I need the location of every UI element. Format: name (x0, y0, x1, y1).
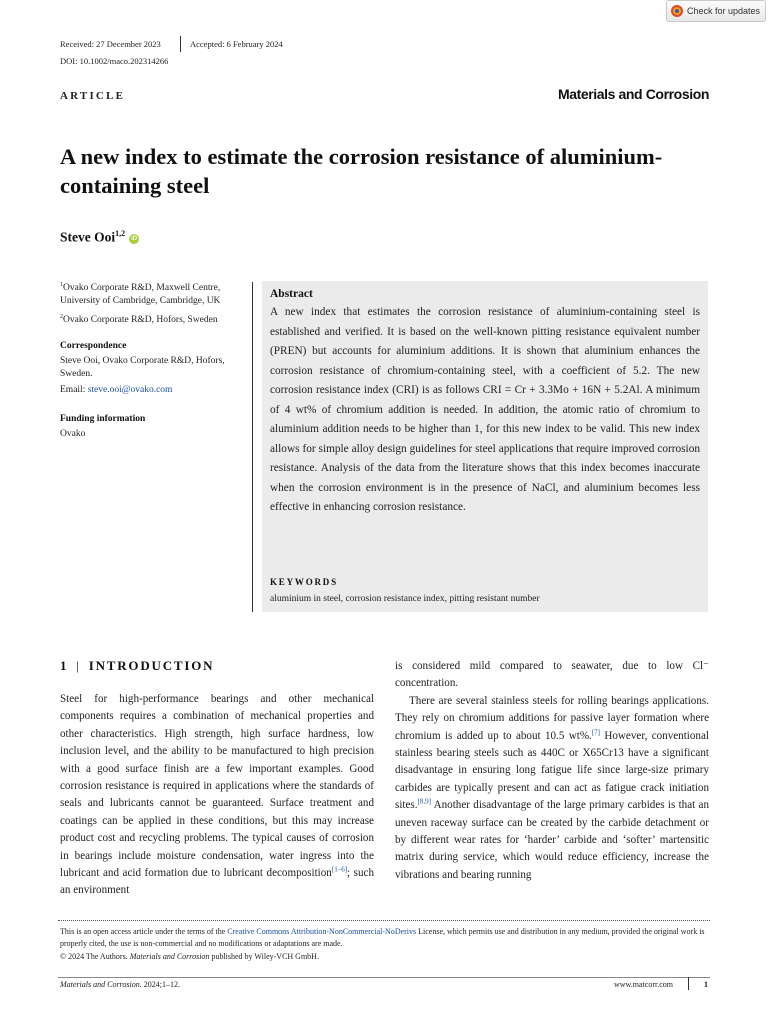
intro-paragraph-2 (395, 693, 709, 884)
abstract-heading: Abstract (270, 288, 313, 300)
sidebar-divider (252, 282, 253, 612)
author-affiliation-sup: 1,2 (115, 229, 126, 238)
journal-url-link[interactable]: www.matcorr.com (613, 980, 673, 989)
footer-citation-journal: Materials and Corrosion. (60, 980, 142, 989)
orcid-icon[interactable]: iD (131, 235, 138, 242)
correspondence-text: Steve Ooi, Ovako Corporate R&D, Hofors, Sweden. (60, 356, 225, 379)
section-separator: | (76, 658, 81, 673)
footnote-divider (58, 920, 710, 921)
email-link[interactable]: steve.ooi@ovako.com (87, 385, 173, 395)
author-line (60, 229, 139, 246)
license-link[interactable]: Creative Commons Attribution-NonCommercial-NoDerivs (227, 927, 417, 936)
affiliation-1-sup: 1 (60, 282, 63, 288)
section-number: 1 (60, 658, 69, 673)
intro-p2-c: Another disadvantage of the large primary carbides is that an uneven raceway surface can be created by the carbide detachment or by different wear rates for ‘harder’ carbide and ‘softer’ martensitic matrix during service, which would reduce efficiency, increase the vibrations and bearing running (395, 799, 709, 881)
abstract-text: A new index that estimates the corrosion resistance of aluminium-containing steel is established and verified. It is based on the well-known pitting resistance equivalent number (PREN) but accounts for aluminium additions. It is shown that aluminium enhances the corrosion resistance of chromium-containing steel, with a coefficient of 5.2. The new corrosion resistance index (CRI) is as follows CRI = Cr + 3.3Mo + 16N + 5.2Al. A minimum of 4 wt% of chromium addition is needed. In addition, the atomic ratio of chromium to aluminium addition needs to be higher than 1, for this new index to be valid. This new index allows for simple alloy design guidelines for steel applications that require improved corrosion resistance. Analysis of the data from the literature shows that this index becomes inaccurate when the corrosion environment is in the presence of NaCl, and aluminium becomes less effective in enhancing corrosion resistance. (270, 306, 700, 513)
doi: DOI: 10.1002/maco.202314266 (60, 56, 169, 66)
copyright-note (60, 951, 712, 963)
footer-citation (60, 980, 180, 989)
section-title: INTRODUCTION (88, 658, 215, 673)
copyright-text-b: published by Wiley-VCH GmbH. (209, 952, 319, 961)
intro-paragraph-1 (60, 691, 374, 900)
footer-citation-rest: 2024;1–12. (141, 980, 180, 989)
citation-ref-8-9[interactable]: [8,9] (417, 797, 431, 806)
received-date: Received: 27 December 2023 (60, 39, 161, 49)
correspondence-heading: Correspondence (60, 341, 127, 351)
intro-p1-text: Steel for high-performance bearings and other mechanical components requires a combination of mechanical properties and other characteristics. High strength, high surface hardness, low inclusion level, and the ability to be manufactured to high precision with a good surface finish are a few important examples. Good corrosion resistance is required in applications where the standards of seals and lubricants cannot be guaranteed. Surface treatment and coatings can be applied in these conditions, but this may increase product cost and recycling problems. The typical causes of corrosion in bearings include moisture condensation, water ingress into the lubricant and acid formation due to lubricant decomposition (60, 693, 374, 880)
copyright-journal: Materials and Corrosion (129, 952, 210, 961)
check-for-updates-icon (671, 5, 683, 17)
affiliation-2-sup: 2 (60, 314, 63, 320)
copyright-text-a: © 2024 The Authors. (60, 952, 130, 961)
intro-paragraph-1-continued: is considered mild compared to seawater, due to low Cl⁻ concentration. (395, 660, 709, 690)
intro-column-right (395, 658, 709, 884)
journal-name: Materials and Corrosion (557, 86, 709, 102)
correspondence-email (60, 384, 172, 397)
header-separator (180, 36, 181, 52)
author-name[interactable]: Steve Ooi (60, 229, 116, 245)
affiliation-2-text: Ovako Corporate R&D, Hofors, Sweden (63, 315, 218, 326)
keywords-text: aluminium in steel, corrosion resistance index, pitting resistant number (270, 594, 540, 604)
footer-divider (58, 977, 710, 978)
affiliation-1-text: Ovako Corporate R&D, Maxwell Centre, University of Cambridge, Cambridge, UK (60, 283, 221, 307)
citation-ref-7[interactable]: [7] (591, 727, 600, 736)
page-number: 1 (704, 980, 708, 989)
check-for-updates-button[interactable] (666, 0, 766, 22)
keywords-heading: KEYWORDS (270, 577, 338, 587)
footer-page-separator (688, 977, 689, 990)
section-heading-introduction (60, 658, 214, 674)
affiliation-1 (60, 279, 250, 308)
article-type-label: ARTICLE (60, 90, 126, 102)
affiliation-2 (60, 311, 250, 327)
citation-ref-1-6[interactable]: [1–6] (331, 865, 348, 874)
funding-heading: Funding information (60, 414, 146, 424)
email-label: Email: (60, 385, 88, 395)
intro-column-left (60, 691, 374, 900)
check-for-updates-label: Check for updates (686, 6, 760, 16)
license-text-b: License, which permits use and distribution in any medium, provided the original work is properly cited, the use is non-commercial and no modifications or adaptations are made. (60, 927, 705, 948)
license-note (60, 926, 712, 950)
intro-p2-a: There are several stainless steels for rolling bearings applications. They rely on chromium additions for passive layer formation where chromium is added up to about 10.5 wt%. (395, 694, 709, 742)
intro-p2-b: However, conventional stainless bearing steels such as 440C or X65Cr13 have a significant disadvantage in ensuring long fatigue life since large-size primary carbides are typically present and can act as fatigue crack initiation sites. (395, 729, 709, 812)
intro-p1-tail: ; such an environment (60, 867, 374, 897)
funding-text: Ovako (60, 429, 86, 439)
paper-title: A new index to estimate the corrosion resistance of aluminium-containing steel (60, 144, 663, 198)
abstract-box (262, 281, 708, 612)
license-text-a: This is an open access article under the terms of the (60, 927, 228, 936)
accepted-date: Accepted: 6 February 2024 (190, 39, 283, 49)
